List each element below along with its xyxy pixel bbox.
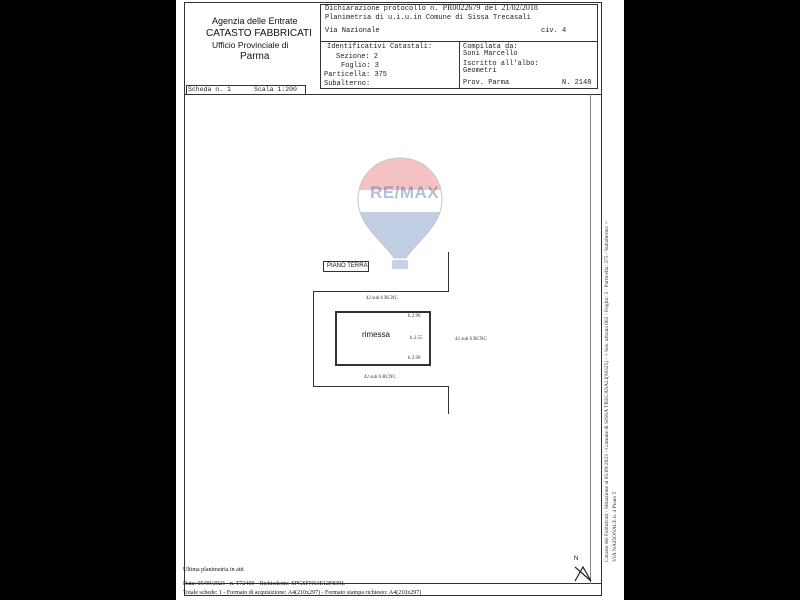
right-neighbor-note: 42 sub 6 BCNC (455, 337, 487, 342)
footer-format: Totale schede: 1 - Formato di acquisizione: A4(210x297) - Formato stampa richiesto: A4(210x297) (183, 590, 422, 596)
scheda-scale: Scala 1:200 (254, 86, 297, 93)
protocol-number: PR0022679 (442, 3, 481, 12)
plan-line-a (448, 252, 449, 292)
side-caption-2: VIA NAZIONALE n. 4 Piano T (612, 491, 618, 562)
footer-date: Data: 05/09/2023 - n. T72469 - Richiedente: SPGSFN63E12F839L (183, 581, 345, 587)
footer-note: Ultima planimetria in atti (183, 567, 244, 573)
side-caption-1: Catasto dei Fabbricati - Situazione al 05/09/2023 - Comune di SISSA TRECASALI(M325) - < Sez. urbana 002 - Foglio: 3 - Particella: 375 - Subalterno: > (604, 221, 610, 562)
room-label: rimessa (362, 330, 391, 339)
compass-north-label: N (574, 556, 579, 562)
room-height-1: h 2.90 (408, 314, 421, 319)
identifiers-heading: Identificativi Catastali: (327, 43, 433, 51)
identifier-foglio: Foglio: 3 (341, 62, 379, 70)
plan-title: Planimetria di u.i.u.in Comune di Sissa Trecasali (325, 14, 531, 22)
compiled-registered: Iscritto all'albo: (463, 60, 539, 68)
plan-street: Via Nazionale (325, 27, 380, 35)
protocol-label: Dichiarazione protocollo n. PR0022679 del 21/02/2018 (325, 3, 538, 13)
protocol-date: 21/02/2018 (501, 3, 538, 12)
remax-balloon-icon (354, 156, 446, 274)
floor-label: PIANO TERRA (327, 263, 368, 269)
cadastral-sheet (176, 0, 624, 600)
compiled-heading: Compilata da: (463, 43, 518, 51)
room-height-2: h 2.55 (410, 336, 423, 341)
top-neighbor-note: 42 sub 6 BCNC (366, 296, 398, 301)
room-height-3: h 2.90 (408, 356, 421, 361)
identifier-particella: Particella: 375 (324, 71, 388, 79)
binding-line (590, 94, 591, 584)
identifier-sezione: Sezione: 2 (336, 53, 379, 61)
plan-line-b (313, 291, 449, 292)
compiled-profession: Geometri (463, 67, 497, 75)
plan-line-c (313, 291, 314, 387)
north-arrow-icon (572, 565, 594, 583)
plan-civ: civ. 4 (541, 27, 567, 35)
plan-line-d (313, 386, 449, 387)
scheda-number: Scheda n. 1 (188, 86, 231, 93)
agency-department: CATASTO FABBRICATI (206, 28, 312, 39)
compiled-number: N. 2148 (562, 79, 592, 87)
compiled-province: Prov. Parma (463, 79, 510, 87)
remax-logo-text: RE/MAX (370, 183, 440, 202)
agency-name: Agenzia delle Entrate (212, 16, 298, 26)
bottom-neighbor-note: 42 sub 6 BCNC (364, 375, 396, 380)
plan-line-e (448, 386, 449, 414)
compiled-name: Soni Marcello (463, 50, 518, 58)
agency-province: Parma (240, 51, 270, 62)
identifier-subalterno: Subalterno: (324, 80, 371, 88)
agency-office: Ufficio Provinciale di (212, 40, 289, 50)
